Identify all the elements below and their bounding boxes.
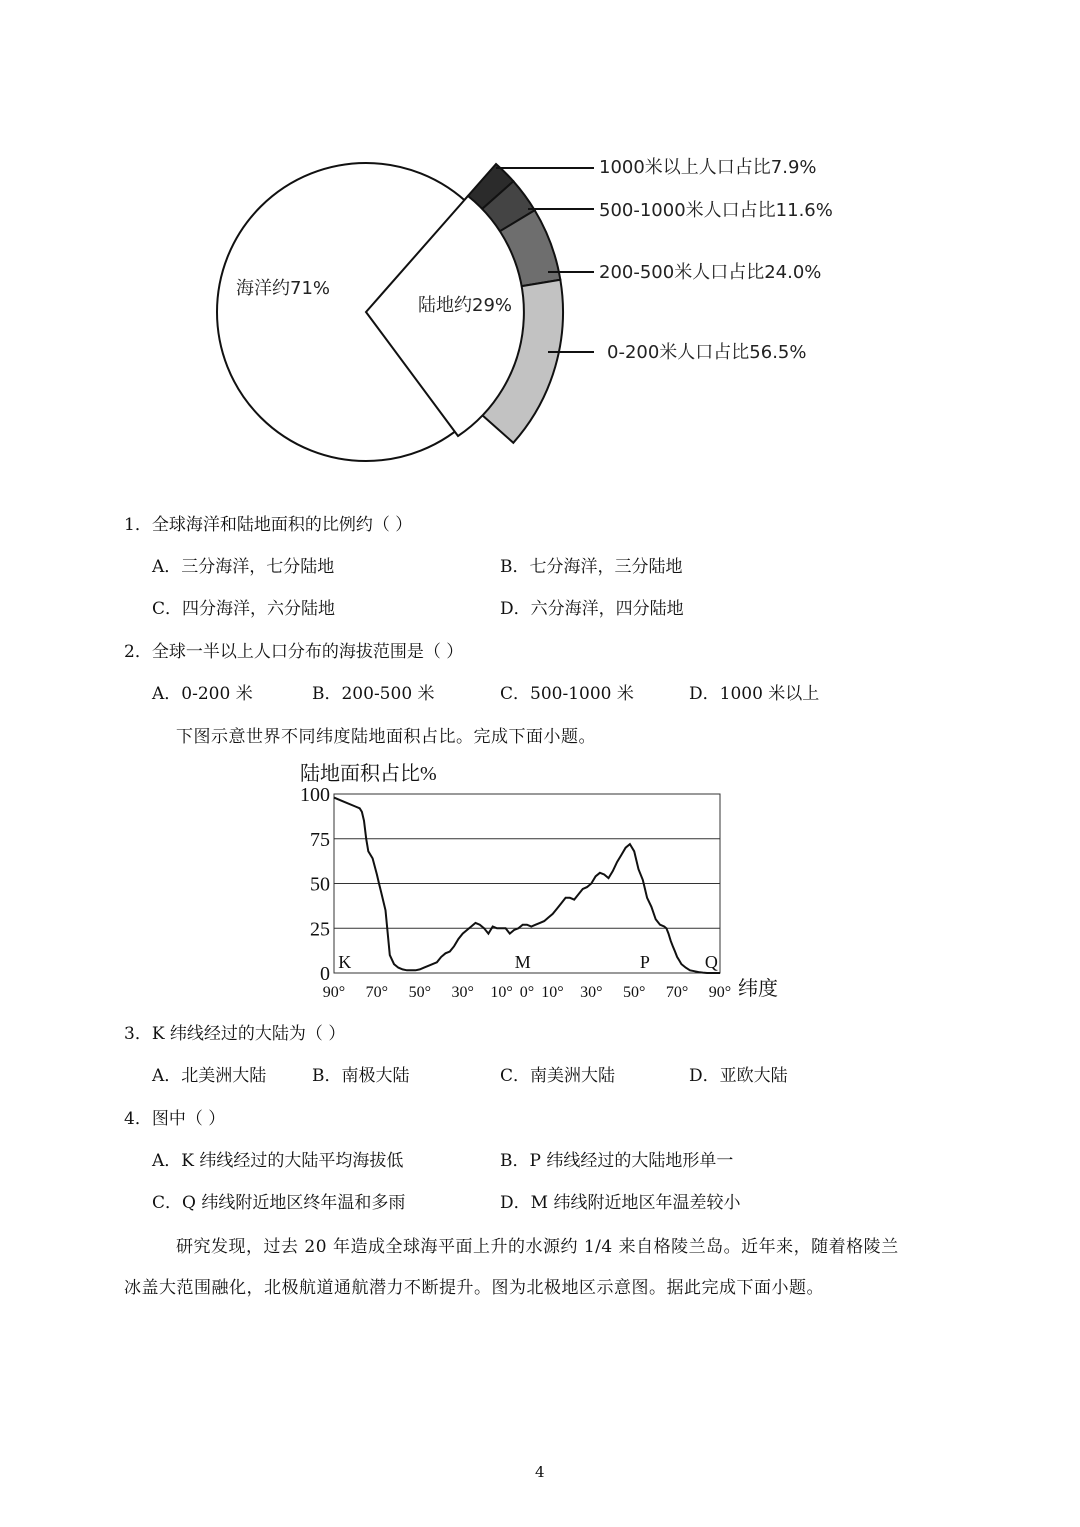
- question-2-stem: 2．全球一半以上人口分布的海拔范围是（ ）: [124, 642, 464, 662]
- q1-option-b[interactable]: B．七分海洋，三分陆地: [500, 557, 683, 577]
- x-tick-label: 50°: [408, 984, 431, 1001]
- intro-arctic-line-1: 研究发现，过去 20 年造成全球海平面上升的水源约 1/4 来自格陵兰岛。近年来，随着格陵兰: [176, 1237, 899, 1257]
- x-tick-label: 90°: [322, 984, 346, 1001]
- x-tick-label: 30°: [580, 984, 603, 1001]
- q4-option-b[interactable]: B．P 纬线经过的大陆地形单一: [500, 1151, 734, 1171]
- latitude-land-chart: [280, 752, 800, 1008]
- x-tick-label: 90°: [708, 984, 732, 1001]
- y-tick-label: 0: [320, 963, 330, 985]
- question-4-stem: 4．图中（ ）: [124, 1109, 226, 1129]
- q2-option-b[interactable]: B．200-500 米: [312, 684, 435, 704]
- pie-figure: [0, 0, 1080, 500]
- question-1-stem: 1．全球海洋和陆地面积的比例约（ ）: [124, 515, 413, 535]
- x-tick-label: 10°: [490, 984, 513, 1001]
- x-tick-label: 30°: [451, 984, 474, 1001]
- x-tick-label: 10°: [541, 984, 564, 1001]
- q3-option-c[interactable]: C．南美洲大陆: [500, 1066, 616, 1086]
- q2-option-a[interactable]: A．0-200 米: [152, 684, 253, 704]
- ocean-label: 海洋约71%: [236, 278, 331, 299]
- q2-option-d[interactable]: D．1000 米以上: [689, 684, 820, 704]
- intro-latitude-chart: 下图示意世界不同纬度陆地面积占比。完成下面小题。: [176, 727, 596, 747]
- q1-option-c[interactable]: C．四分海洋，六分陆地: [152, 599, 336, 619]
- y-tick-label: 75: [310, 828, 330, 851]
- band-label-0: 0-200米人口占比56.5%: [607, 342, 807, 363]
- page-number: 4: [535, 1463, 545, 1481]
- x-tick-label: 50°: [623, 984, 646, 1001]
- band-label-500: 500-1000米人口占比11.6%: [599, 200, 833, 221]
- band-label-200: 200-500米人口占比24.0%: [599, 262, 822, 283]
- land-label: 陆地约29%: [418, 295, 513, 316]
- question-3-stem: 3．K 纬线经过的大陆为（ ）: [124, 1024, 346, 1044]
- q2-option-c[interactable]: C．500-1000 米: [500, 684, 634, 704]
- q3-option-d[interactable]: D．亚欧大陆: [689, 1066, 788, 1086]
- x-tick-label: 0°: [519, 984, 535, 1001]
- y-tick-label: 50: [310, 873, 330, 896]
- q3-option-b[interactable]: B．南极大陆: [312, 1066, 410, 1086]
- x-tick-label: 70°: [365, 984, 389, 1001]
- point-label-k: K: [338, 952, 352, 972]
- intro-arctic-line-2: 冰盖大范围融化，北极航道通航潜力不断提升。图为北极地区示意图。据此完成下面小题。: [124, 1278, 824, 1298]
- point-label-p: P: [639, 952, 650, 972]
- y-tick-label: 100: [300, 784, 330, 806]
- q4-option-d[interactable]: D．M 纬线附近地区年温差较小: [500, 1193, 741, 1213]
- point-label-m: M: [514, 952, 531, 972]
- q1-option-d[interactable]: D．六分海洋，四分陆地: [500, 599, 684, 619]
- x-tick-label: 70°: [665, 984, 689, 1001]
- q4-option-a[interactable]: A．K 纬线经过的大陆平均海拔低: [152, 1151, 404, 1171]
- band-label-1000: 1000米以上人口占比7.9%: [599, 157, 817, 178]
- q4-option-c[interactable]: C．Q 纬线附近地区终年温和多雨: [152, 1193, 406, 1213]
- q1-option-a[interactable]: A．三分海洋，七分陆地: [152, 557, 335, 577]
- point-label-q: Q: [704, 952, 718, 972]
- y-tick-label: 25: [310, 918, 330, 941]
- land-area-curve: [334, 798, 720, 973]
- chart-xlabel: 纬度: [738, 978, 778, 1000]
- q3-option-a[interactable]: A．北美洲大陆: [152, 1066, 267, 1086]
- chart-ylabel: 陆地面积占比%: [300, 763, 437, 785]
